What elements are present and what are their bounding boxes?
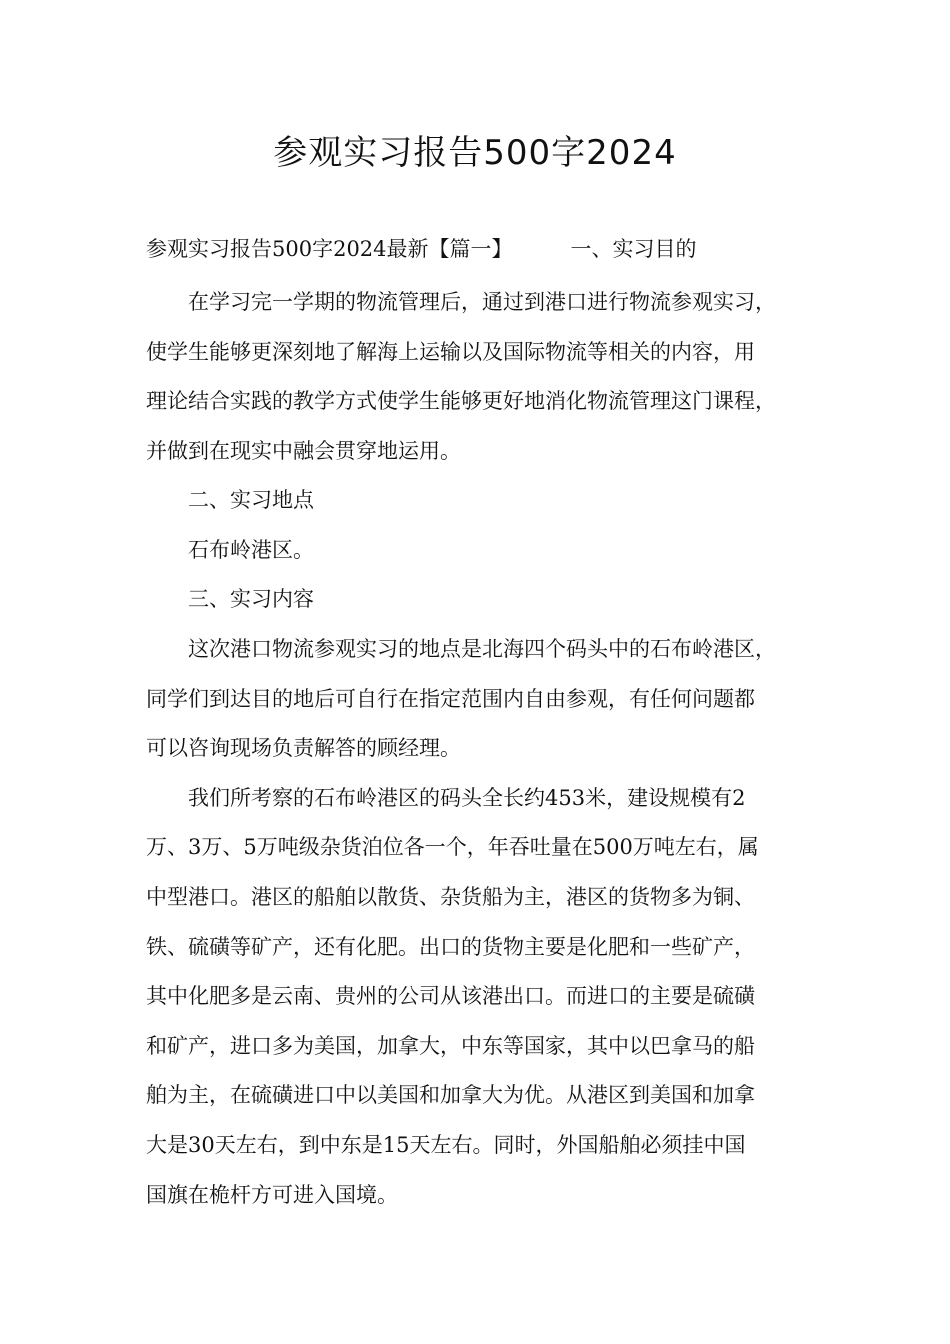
paragraph-line: 万、3万、5万吨级杂货泊位各一个，年吞吐量在500万吨左右，属: [146, 835, 759, 859]
paragraph-line: 石布岭港区。: [188, 538, 314, 562]
paragraph-line: 并做到在现实中融会贯穿地运用。: [146, 439, 461, 463]
paragraph-line: 使学生能够更深刻地了解海上运输以及国际物流等相关的内容，用: [146, 340, 755, 364]
paragraph-line: 我们所考察的石布岭港区的码头全长约453米，建设规模有2: [188, 786, 746, 810]
paragraph-line: 铁、硫磺等矿产，还有化肥。出口的货物主要是化肥和一些矿产，: [146, 935, 755, 959]
paragraph-line: 中型港口。港区的船舶以散货、杂货船为主，港区的货物多为铜、: [146, 885, 755, 909]
section-heading-purpose: 一、实习目的: [570, 237, 697, 261]
paragraph-line: 在学习完一学期的物流管理后，通过到港口进行物流参观实习，: [188, 290, 776, 314]
heading-line: [146, 234, 697, 264]
paragraph-line: 舶为主，在硫磺进口中以美国和加拿大为优。从港区到美国和加拿: [146, 1083, 755, 1107]
paragraph-line: 其中化肥多是云南、贵州的公司从该港出口。而进口的主要是硫磺: [146, 984, 755, 1008]
report-subtitle: 参观实习报告500字2024最新【篇一】: [146, 237, 513, 261]
section-heading-content: 三、实习内容: [188, 587, 314, 611]
paragraph-line: 国旗在桅杆方可进入国境。: [146, 1183, 398, 1207]
paragraph-line: 这次港口物流参观实习的地点是北海四个码头中的石布岭港区，: [188, 637, 776, 661]
section-heading-location: 二、实习地点: [188, 488, 314, 512]
paragraph-line: 可以咨询现场负责解答的顾经理。: [146, 736, 461, 760]
paragraph-line: 理论结合实践的教学方式使学生能够更好地消化物流管理这门课程，: [146, 389, 776, 413]
paragraph-line: 大是30天左右，到中东是15天左右。同时，外国船舶必须挂中国: [146, 1133, 746, 1157]
paragraph-line: 同学们到达目的地后可自行在指定范围内自由参观，有任何问题都: [146, 687, 755, 711]
document-title: 参观实习报告500字2024: [273, 133, 677, 173]
paragraph-line: 和矿产，进口多为美国，加拿大，中东等国家，其中以巴拿马的船: [146, 1034, 755, 1058]
